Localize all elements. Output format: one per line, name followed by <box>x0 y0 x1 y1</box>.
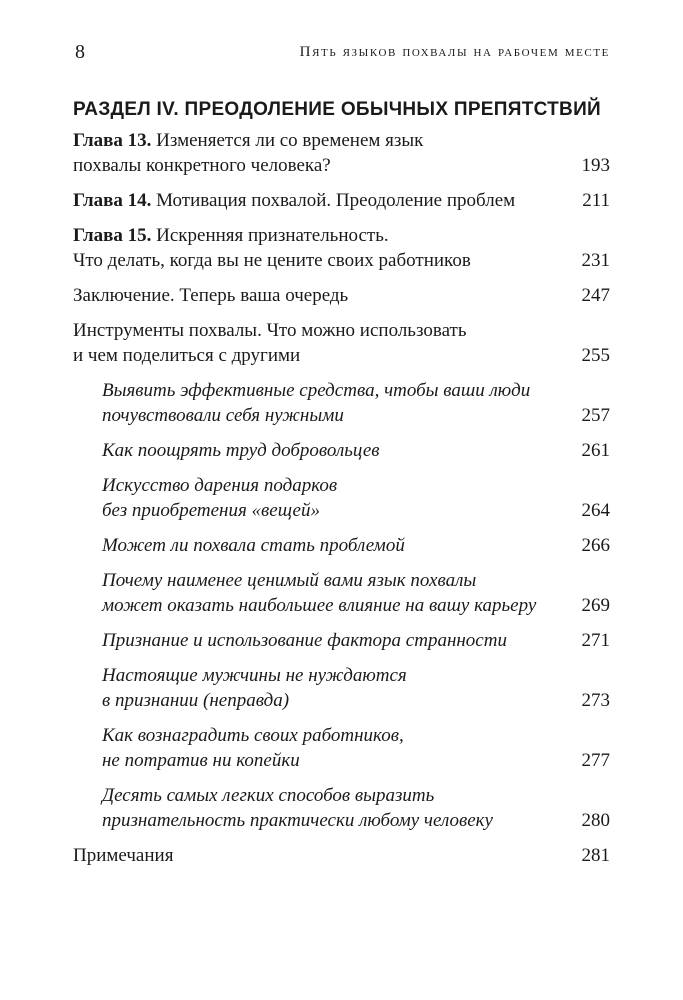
toc-entry-chapter-13[interactable] <box>73 128 610 178</box>
toc-entry-chapter-14[interactable] <box>73 188 610 213</box>
entry-page-number: 273 <box>581 690 610 711</box>
toc-subentry[interactable] <box>73 473 610 523</box>
entry-title-line: похвалы конкретного человека? <box>73 155 331 176</box>
entry-title-line: Искусство дарения подарков <box>102 475 338 496</box>
entry-title-line: Инструменты похвалы. Что можно использовать <box>73 320 467 341</box>
toc-entry-conclusion[interactable] <box>73 283 610 308</box>
entry-page-number: 264 <box>581 500 610 521</box>
entry-page-number: 277 <box>581 750 610 771</box>
toc-entry-chapter-15[interactable] <box>73 223 610 273</box>
chapter-label: Глава 14. <box>73 190 152 211</box>
toc-subentry[interactable] <box>73 628 610 653</box>
entry-title-line: не потратив ни копейки <box>102 750 300 771</box>
toc-subentry[interactable] <box>73 378 610 428</box>
toc-entry-notes[interactable] <box>73 843 610 868</box>
entry-title-line: признательность практически любому человеку <box>102 810 493 831</box>
page-number: 8 <box>75 41 85 63</box>
toc-subentry[interactable] <box>73 783 610 833</box>
entry-title-line: может оказать наибольшее влияние на вашу карьеру <box>102 595 537 616</box>
entry-title-line: без приобретения «вещей» <box>102 500 320 521</box>
chapter-label: Глава 15. <box>73 225 152 246</box>
table-of-contents <box>73 128 610 878</box>
entry-page-number: 269 <box>581 595 610 616</box>
entry-title-line: Настоящие мужчины не нуждаются <box>102 665 407 686</box>
entry-page-number: 280 <box>581 810 610 831</box>
running-header: Пять языков похвалы на рабочем месте <box>299 44 610 60</box>
entry-page-number: 266 <box>581 535 610 556</box>
entry-title-line: Что делать, когда вы не цените своих работников <box>73 250 471 271</box>
entry-title-line: Признание и использование фактора странности <box>102 630 507 651</box>
entry-page-number: 281 <box>581 845 610 866</box>
entry-title-line: Выявить эффективные средства, чтобы ваши люди <box>102 380 531 401</box>
entry-title-line: и чем поделиться с другими <box>73 345 301 366</box>
entry-page-number: 247 <box>581 285 610 306</box>
toc-subentry[interactable] <box>73 533 610 558</box>
entry-page-number: 193 <box>581 155 610 176</box>
entry-title-line: Как вознаградить своих работников, <box>102 725 404 746</box>
entry-title-line: почувствовали себя нужными <box>102 405 344 426</box>
toc-subentry[interactable] <box>73 663 610 713</box>
entry-page-number: 255 <box>581 345 610 366</box>
entry-page-number: 257 <box>581 405 610 426</box>
entry-title-line: Почему наименее ценимый вами язык похвалы <box>102 570 477 591</box>
entry-page-number: 261 <box>581 440 610 461</box>
entry-page-number: 231 <box>581 250 610 271</box>
toc-subentry[interactable] <box>73 438 610 463</box>
entry-title-line: в признании (неправда) <box>102 690 290 711</box>
toc-subentry[interactable] <box>73 568 610 618</box>
entry-title-line: Может ли похвала стать проблемой <box>102 535 405 556</box>
entry-title-line: Изменяется ли со временем язык <box>151 130 424 151</box>
toc-entry-tools[interactable] <box>73 318 610 368</box>
entry-title-line: Искренняя признательность. <box>151 225 389 246</box>
entry-title-line: Мотивация похвалой. Преодоление проблем <box>151 190 516 211</box>
chapter-label: Глава 13. <box>73 130 152 151</box>
entry-title-line: Как поощрять труд добровольцев <box>102 440 380 461</box>
entry-page-number: 271 <box>581 630 610 651</box>
entry-title-line: Десять самых легких способов выразить <box>102 785 435 806</box>
entry-title-line: Заключение. Теперь ваша очередь <box>73 285 349 306</box>
entry-title-line: Примечания <box>73 845 174 866</box>
toc-subentry[interactable] <box>73 723 610 773</box>
entry-page-number: 211 <box>582 190 610 211</box>
section-title: РАЗДЕЛ IV. ПРЕОДОЛЕНИЕ ОБЫЧНЫХ ПРЕПЯТСТВИЙ <box>73 99 601 120</box>
